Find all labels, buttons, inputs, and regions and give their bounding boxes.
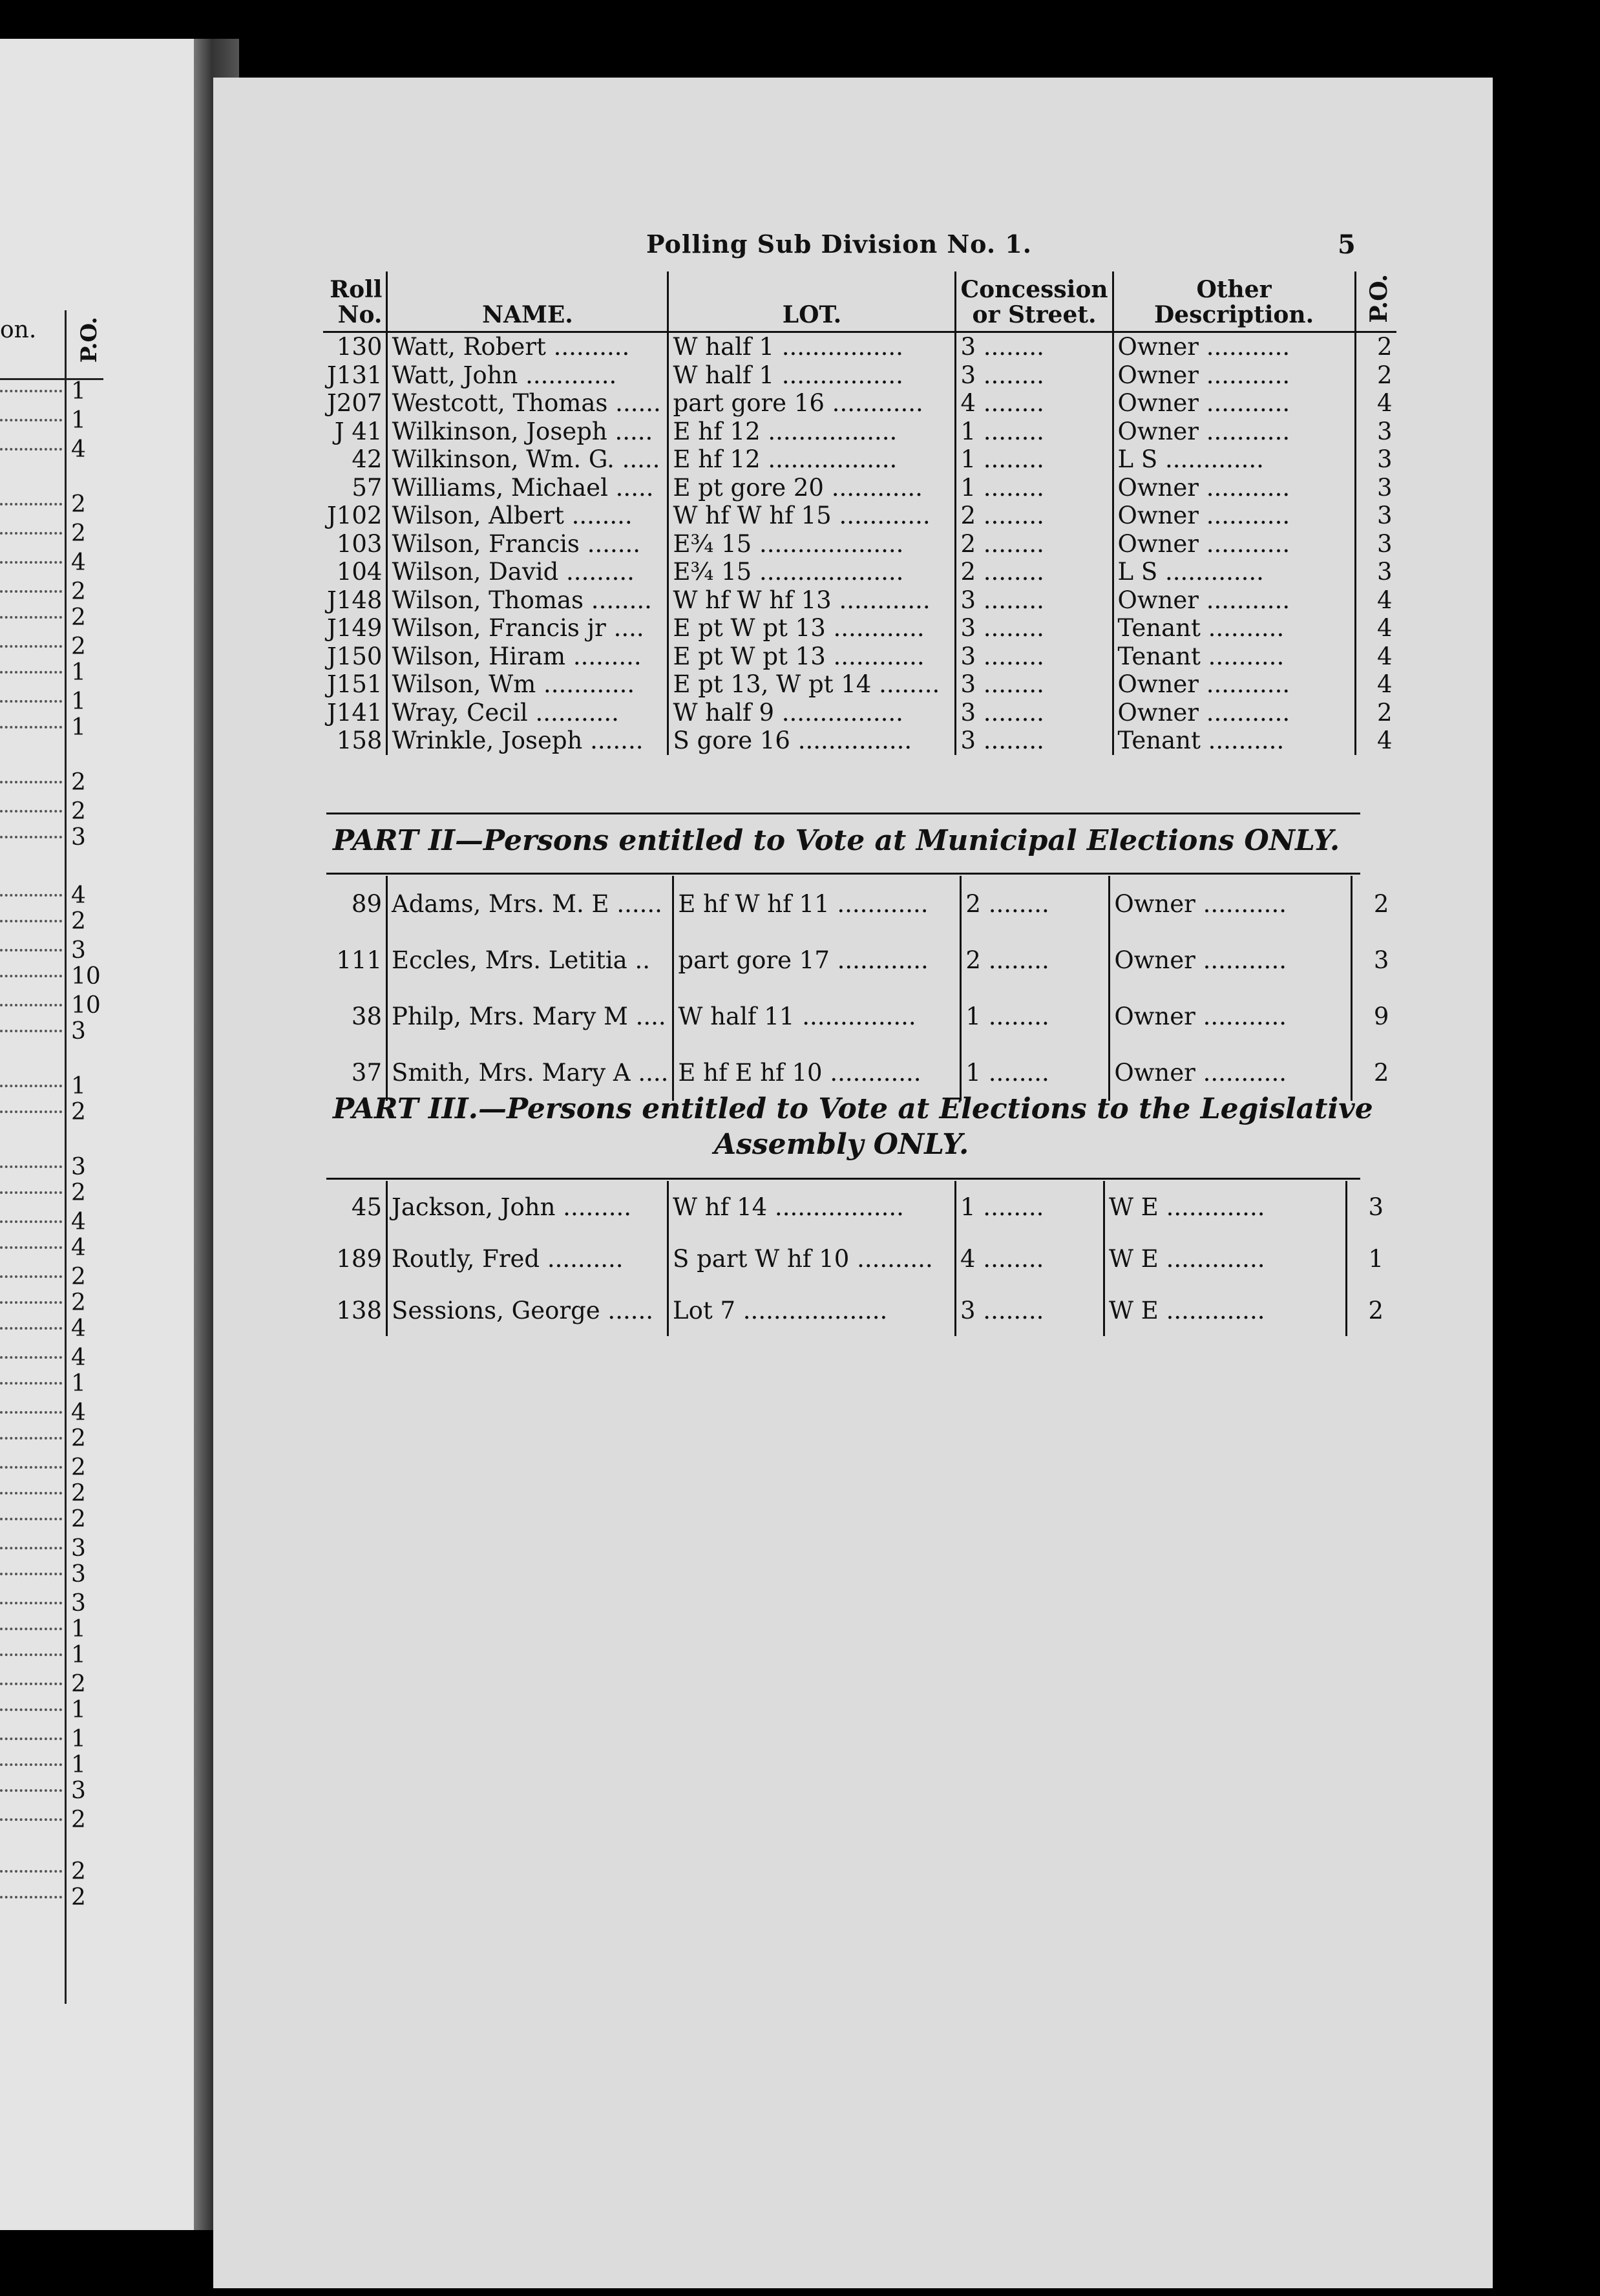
left-po-value: 2 [71,579,86,605]
col-concession-header: Concession or Street. [956,271,1113,332]
po-number: 3 [1347,1181,1388,1233]
left-po-value: 10 [71,992,101,1019]
list-item [0,1370,97,1396]
description: Owner ........... [1113,699,1355,727]
voters-list-part-3 [323,1181,1387,1336]
description: Owner ........... [1113,361,1355,390]
list-item [0,1807,97,1833]
lot: S part W hf 10 .......... [668,1233,956,1284]
po-number: 2 [1352,876,1393,932]
concession: 3 ........ [956,1284,1104,1336]
description: Owner ........... [1113,474,1355,502]
lot: W half 11 ............... [673,988,961,1045]
list-item [0,1671,97,1697]
table-row [323,389,1396,418]
list-item [0,992,101,1019]
page-title: Polling Sub Division No. 1. [646,229,1032,259]
left-po-value: 2 [71,1454,86,1481]
left-po-value: 4 [71,1345,86,1371]
roll-number: J149 [327,614,383,643]
description: Tenant .......... [1113,727,1355,755]
concession: 1 ........ [961,988,1110,1045]
po-number: 2 [1352,1045,1393,1101]
lot: W half 1 ................ [668,361,956,390]
list-item [0,579,97,604]
voter-name: Adams, Mrs. M. E ...... [387,876,673,932]
list-item [0,824,97,850]
list-item [0,1590,97,1616]
roll-number: 103 [336,529,383,558]
left-po-value: 1 [71,1752,86,1778]
list-item [0,1073,97,1099]
list-item [0,378,97,404]
concession: 3 ........ [956,643,1113,671]
concession: 2 ........ [961,932,1110,988]
left-po-value: 2 [71,908,86,935]
list-item [0,1180,97,1206]
table-row [323,558,1396,586]
po-number: 3 [1355,502,1396,530]
page-number: 5 [1338,229,1356,260]
col-roll-header: Roll No. [323,271,387,332]
description: Owner ........... [1113,586,1355,615]
list-item [0,1778,97,1803]
concession: 3 ........ [956,332,1113,361]
lot: E pt W pt 13 ............ [668,643,956,671]
voter-name: Wilson, Francis jr .... [387,614,668,643]
list-item [0,659,97,685]
po-number: 9 [1352,988,1393,1045]
left-po-value: 3 [71,1561,86,1588]
table-row [323,876,1393,932]
roll-number: J131 [327,361,383,389]
po-number: 3 [1352,932,1393,988]
concession: 2 ........ [956,502,1113,530]
left-po-value: 1 [71,1370,86,1397]
part3-title-line2: Assembly ONLY. [714,1128,969,1161]
list-item [0,688,97,714]
list-item [0,1561,97,1587]
voter-name: Wrinkle, Joseph ....... [387,727,668,755]
voter-name: Jackson, John ......... [387,1181,668,1233]
roll-number: 189 [336,1244,382,1273]
table-row [323,361,1396,390]
roll-number: 104 [336,558,383,586]
concession: 4 ........ [956,389,1113,418]
list-item [0,604,97,630]
left-po-value: 2 [71,1264,86,1290]
roll-number: 37 [351,1059,382,1087]
lot: Lot 7 ................... [668,1284,956,1336]
description: Owner ........... [1113,418,1355,446]
left-po-value: 2 [71,1506,86,1533]
lot: W half 9 ................ [668,699,956,727]
po-number: 3 [1355,418,1396,446]
voter-name: Sessions, George ...... [387,1284,668,1336]
concession: 1 ........ [961,1045,1110,1101]
lot: E hf 12 ................. [668,418,956,446]
voter-name: Wray, Cecil ........... [387,699,668,727]
left-po-value: 3 [71,1535,86,1562]
lot: W hf W hf 13 ............ [668,586,956,615]
roll-number: 130 [336,333,383,361]
left-po-value: 2 [71,1858,86,1885]
table-row [323,614,1396,643]
concession: 1 ........ [956,1181,1104,1233]
description: W E ............. [1104,1233,1347,1284]
list-item [0,937,97,963]
roll-number: 111 [336,946,382,974]
list-item [0,407,97,433]
roll-number: 38 [351,1003,382,1030]
list-item [0,769,97,795]
lot: W hf W hf 15 ............ [668,502,956,530]
list-item [0,1642,97,1668]
po-number: 4 [1355,614,1396,643]
left-po-value: 3 [71,937,86,964]
table-row [323,699,1396,727]
roll-number: J102 [327,502,383,530]
roll-number: 57 [352,473,383,502]
list-item [0,1235,97,1260]
table-row [323,445,1396,474]
left-po-value: 1 [71,1616,86,1642]
left-po-value: 4 [71,1315,86,1342]
list-item [0,1018,97,1044]
po-number: 2 [1355,361,1396,390]
concession: 3 ........ [956,699,1113,727]
table-row [323,502,1396,530]
left-po-value: 1 [71,378,86,405]
left-po-value: 1 [71,1697,86,1723]
list-item [0,1884,97,1910]
left-po-value: 10 [71,963,101,990]
roll-number: 158 [336,727,383,755]
table-row [323,670,1396,699]
po-number: 3 [1355,474,1396,502]
po-number: 1 [1347,1233,1388,1284]
lot: W half 1 ................ [668,332,956,361]
list-item [0,1697,97,1723]
left-po-value: 2 [71,1807,86,1833]
lot: S gore 16 ............... [668,727,956,755]
left-po-value: 3 [71,824,86,851]
left-po-value: 1 [71,714,86,741]
part3-rule [326,1178,1360,1180]
description: Owner ........... [1113,332,1355,361]
part2-title: PART II—Persons entitled to Vote at Municipal Elections ONLY. [333,824,1340,857]
left-po-value: 1 [71,688,86,715]
lot: W hf 14 ................. [668,1181,956,1233]
table-row [323,1284,1387,1336]
voter-name: Wilson, Francis ....... [387,530,668,558]
table-row [323,988,1393,1045]
left-po-value: 4 [71,549,86,576]
po-number: 4 [1355,727,1396,755]
po-number: 3 [1355,530,1396,558]
voter-name: Wilkinson, Wm. G. ..... [387,445,668,474]
col-po-header: P.O. [1355,271,1396,332]
lot: E pt W pt 13 ............ [668,614,956,643]
table-row [323,418,1396,446]
voter-name: Wilson, Hiram ......... [387,643,668,671]
roll-number: 89 [351,890,382,918]
description: Owner ........... [1110,988,1352,1045]
concession: 2 ........ [956,530,1113,558]
left-po-value: 4 [71,882,86,909]
voters-list-part-2 [323,876,1393,1101]
left-partial-page [0,39,194,2230]
roll-number: 42 [352,445,383,474]
voter-name: Williams, Michael ..... [387,474,668,502]
voter-name: Watt, John ............ [387,361,668,390]
left-po-value: 1 [71,1642,86,1668]
voter-name: Smith, Mrs. Mary A .... [387,1045,673,1101]
roll-number: 45 [351,1193,382,1221]
left-po-value: 2 [71,1290,86,1316]
table-row [323,1181,1387,1233]
table-row [323,332,1396,361]
concession: 1 ........ [956,445,1113,474]
po-number: 4 [1355,670,1396,699]
list-item [0,1315,97,1341]
voter-name: Philp, Mrs. Mary M .... [387,988,673,1045]
concession: 2 ........ [961,876,1110,932]
voter-name: Wilson, Thomas ........ [387,586,668,615]
left-po-value: 2 [71,1425,86,1452]
list-item [0,1099,97,1125]
left-po-value: 1 [71,659,86,686]
left-po-value: 3 [71,1778,86,1804]
lot: part gore 16 ............ [668,389,956,418]
description: Owner ........... [1113,502,1355,530]
col-lot-header: LOT. [668,271,956,332]
table-row [323,727,1396,755]
table-row [323,643,1396,671]
left-po-value: 2 [71,1884,86,1911]
table-row [323,530,1396,558]
left-po-value: 1 [71,407,86,434]
concession: 1 ........ [956,418,1113,446]
concession: 3 ........ [956,670,1113,699]
list-item [0,1209,97,1235]
description: Tenant .......... [1113,643,1355,671]
left-po-value: 2 [71,1480,86,1507]
left-po-value: 2 [71,520,86,547]
description: Owner ........... [1113,670,1355,699]
roll-number: J141 [327,698,383,727]
col-name-header: NAME. [387,271,668,332]
list-item [0,1726,97,1752]
voter-name: Watt, Robert .......... [387,332,668,361]
roll-number: J151 [327,670,383,699]
lot: part gore 17 ............ [673,932,961,988]
lot: E¾ 15 ................... [668,530,956,558]
list-item [0,1264,97,1290]
concession: 3 ........ [956,586,1113,615]
description: Owner ........... [1110,932,1352,988]
left-po-value: 3 [71,1018,86,1045]
list-item [0,1290,97,1315]
description: Owner ........... [1113,530,1355,558]
description: Owner ........... [1110,1045,1352,1101]
lot: E¾ 15 ................... [668,558,956,586]
voter-name: Wilson, David ......... [387,558,668,586]
left-po-value: 2 [71,491,86,518]
voter-name: Routly, Fred .......... [387,1233,668,1284]
description: L S ............. [1113,558,1355,586]
table-row [323,932,1393,988]
part-divider [326,813,1360,814]
description: W E ............. [1104,1181,1347,1233]
list-item [0,798,97,824]
left-po-value: 4 [71,1399,86,1426]
list-item [0,1399,97,1425]
description: L S ............. [1113,445,1355,474]
lot: E pt gore 20 ............ [668,474,956,502]
concession: 3 ........ [956,361,1113,390]
left-po-value: 4 [71,436,86,463]
list-item [0,908,97,934]
concession: 3 ........ [956,727,1113,755]
voters-list-part-1 [323,271,1396,755]
voter-name: Eccles, Mrs. Letitia .. [387,932,673,988]
description: W E ............. [1104,1284,1347,1336]
list-item [0,520,97,546]
left-po-value: 4 [71,1209,86,1235]
concession: 1 ........ [956,474,1113,502]
list-item [0,1345,97,1370]
list-item [0,1858,97,1884]
po-number: 2 [1355,699,1396,727]
po-number: 4 [1355,586,1396,615]
description: Tenant .......... [1113,614,1355,643]
po-number: 4 [1355,643,1396,671]
left-po-value: 2 [71,1671,86,1697]
voter-name: Wilson, Wm ............ [387,670,668,699]
voter-name: Westcott, Thomas ...... [387,389,668,418]
lot: E hf W hf 11 ............ [673,876,961,932]
list-item [0,882,97,908]
left-po-value: 2 [71,604,86,631]
po-number: 2 [1355,332,1396,361]
part2-rule [326,873,1360,875]
list-item [0,491,97,517]
list-item [0,549,97,575]
po-number: 3 [1355,558,1396,586]
roll-number: J 41 [334,417,383,445]
lot: E hf 12 ................. [668,445,956,474]
concession: 4 ........ [956,1233,1104,1284]
list-item [0,633,97,659]
roll-number: J148 [327,586,383,614]
col-description-header: Other Description. [1113,271,1355,332]
left-po-value: 2 [71,1180,86,1206]
table-row [323,1233,1387,1284]
po-number: 3 [1355,445,1396,474]
left-column-header: on. [0,317,37,343]
list-item [0,1154,97,1180]
left-po-header: P.O. [76,317,102,363]
list-item [0,1480,97,1506]
list-item [0,1506,97,1532]
left-po-value: 1 [71,1073,86,1100]
part3-title-line1: PART III.—Persons entitled to Vote at Elections to the Legislative [333,1092,1373,1125]
left-po-value: 2 [71,798,86,825]
left-po-value: 1 [71,1726,86,1752]
table-row [323,474,1396,502]
table-row [323,586,1396,615]
left-po-value: 3 [71,1590,86,1617]
left-po-value: 2 [71,769,86,796]
roll-number: J207 [327,389,383,418]
left-po-value: 3 [71,1154,86,1180]
lot: E pt 13, W pt 14 ........ [668,670,956,699]
description: Owner ........... [1113,389,1355,418]
po-number: 4 [1355,389,1396,418]
concession: 3 ........ [956,614,1113,643]
list-item [0,436,97,462]
list-item [0,1454,97,1480]
list-item [0,963,101,990]
list-item [0,1425,97,1451]
concession: 2 ........ [956,558,1113,586]
list-item [0,714,97,740]
voter-name: Wilson, Albert ........ [387,502,668,530]
voter-name: Wilkinson, Joseph ..... [387,418,668,446]
roll-number: 138 [336,1296,382,1324]
description: Owner ........... [1110,876,1352,932]
po-number: 2 [1347,1284,1388,1336]
list-item [0,1535,97,1561]
list-item [0,1616,97,1642]
left-po-value: 2 [71,633,86,660]
roll-number: J150 [327,642,383,670]
lot: E hf E hf 10 ............ [673,1045,961,1101]
list-item [0,1752,97,1778]
left-po-value: 4 [71,1235,86,1261]
left-po-value: 2 [71,1099,86,1125]
